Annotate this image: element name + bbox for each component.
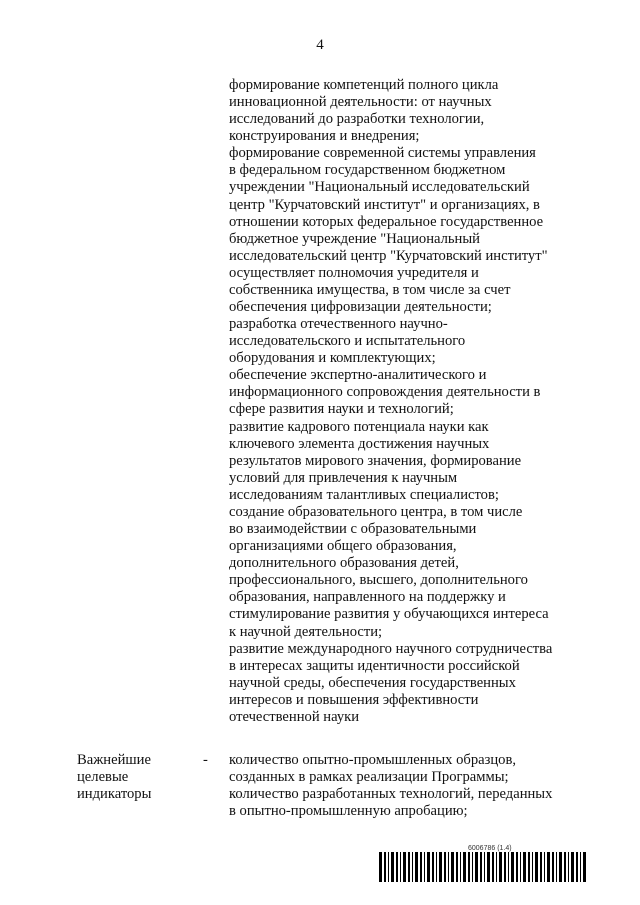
goals-text-line: дополнительного образования детей, [229,555,459,572]
goals-text-line: информационного сопровождения деятельности в [229,384,541,401]
goals-text-line: во взаимодействии с образовательными [229,521,477,538]
indicators-text-line: количество разработанных технологий, переданных [229,786,553,803]
goals-text-line: создание образовательного центра, в том числе [229,503,523,520]
goals-text-line: в федеральном государственном бюджетном [229,162,506,179]
page-number: 4 [316,37,324,53]
goals-text-line: условий для привлечения к научным [229,469,458,486]
label-dash: - [203,752,208,768]
goals-text-line: собственника имущества, в том числе за счет [229,281,511,298]
goals-text-line: в интересах защиты идентичности российской [229,657,520,674]
goals-text-line: интересов и повышения эффективности [229,691,479,708]
barcode-image [379,852,589,882]
indicators-text-line: количество опытно-промышленных образцов, [229,752,517,768]
goals-text-line: ключевого элемента достижения научных [229,435,490,452]
goals-text-line: развитие международного научного сотрудничества [229,640,553,657]
goals-text-line: профессионального, высшего, дополнительного [229,572,528,589]
goals-text-line: конструирования и внедрения; [229,128,420,145]
indicators-label-line: индикаторы [77,786,152,803]
goals-text-line: осуществляет полномочия учредителя и [229,264,479,281]
indicators-text-block [229,752,579,820]
goals-text-line: исследований до разработки технологии, [229,111,485,128]
goals-text-line: обеспечения цифровизации деятельности; [229,299,492,316]
indicators-label-line: целевые [77,769,129,786]
goals-text-line: образования, направленного на поддержку и [229,589,506,606]
indicators-label [77,752,151,803]
goals-text-line: отношении которых федеральное государственное [229,213,544,230]
goals-text-line: стимулирование развития у обучающихся интереса [229,606,549,623]
goals-text-line: отечественной науки [229,708,360,725]
goals-text-line: развитие кадрового потенциала науки как [229,418,489,435]
indicators-label-line: Важнейшие [77,752,151,768]
goals-text-line: к научной деятельности; [229,623,383,640]
goals-text-block [229,77,579,726]
goals-text-line: научной среды, обеспечения государственных [229,674,516,691]
goals-text-line: инновационной деятельности: от научных [229,94,492,111]
goals-text-line: формирование компетенций полного цикла [229,77,499,93]
goals-text-line: оборудования и комплектующих; [229,350,436,367]
goals-text-line: результатов мирового значения, формирование [229,452,522,469]
goals-text-line: исследовательский центр "Курчатовский институт" [229,247,548,264]
goals-text-line: разработка отечественного научно- [229,316,448,333]
goals-text-line: центр "Курчатовский институт" и организациях, в [229,196,540,213]
goals-text-line: формирование современной системы управления [229,145,536,162]
goals-text-line: сфере развития науки и технологий; [229,401,454,418]
document-code: 6006786 (1.4) [468,845,512,852]
goals-text-line: исследовательского и испытательного [229,333,466,350]
indicators-text-line: созданных в рамках реализации Программы; [229,769,509,786]
goals-text-line: учреждении "Национальный исследовательский [229,179,530,196]
goals-text-line: бюджетное учреждение "Национальный [229,230,480,247]
indicators-text-line: в опытно-промышленную апробацию; [229,803,468,820]
goals-text-line: обеспечение экспертно-аналитического и [229,367,487,384]
goals-text-line: организациями общего образования, [229,538,457,555]
goals-text-line: исследованиям талантливых специалистов; [229,486,499,503]
